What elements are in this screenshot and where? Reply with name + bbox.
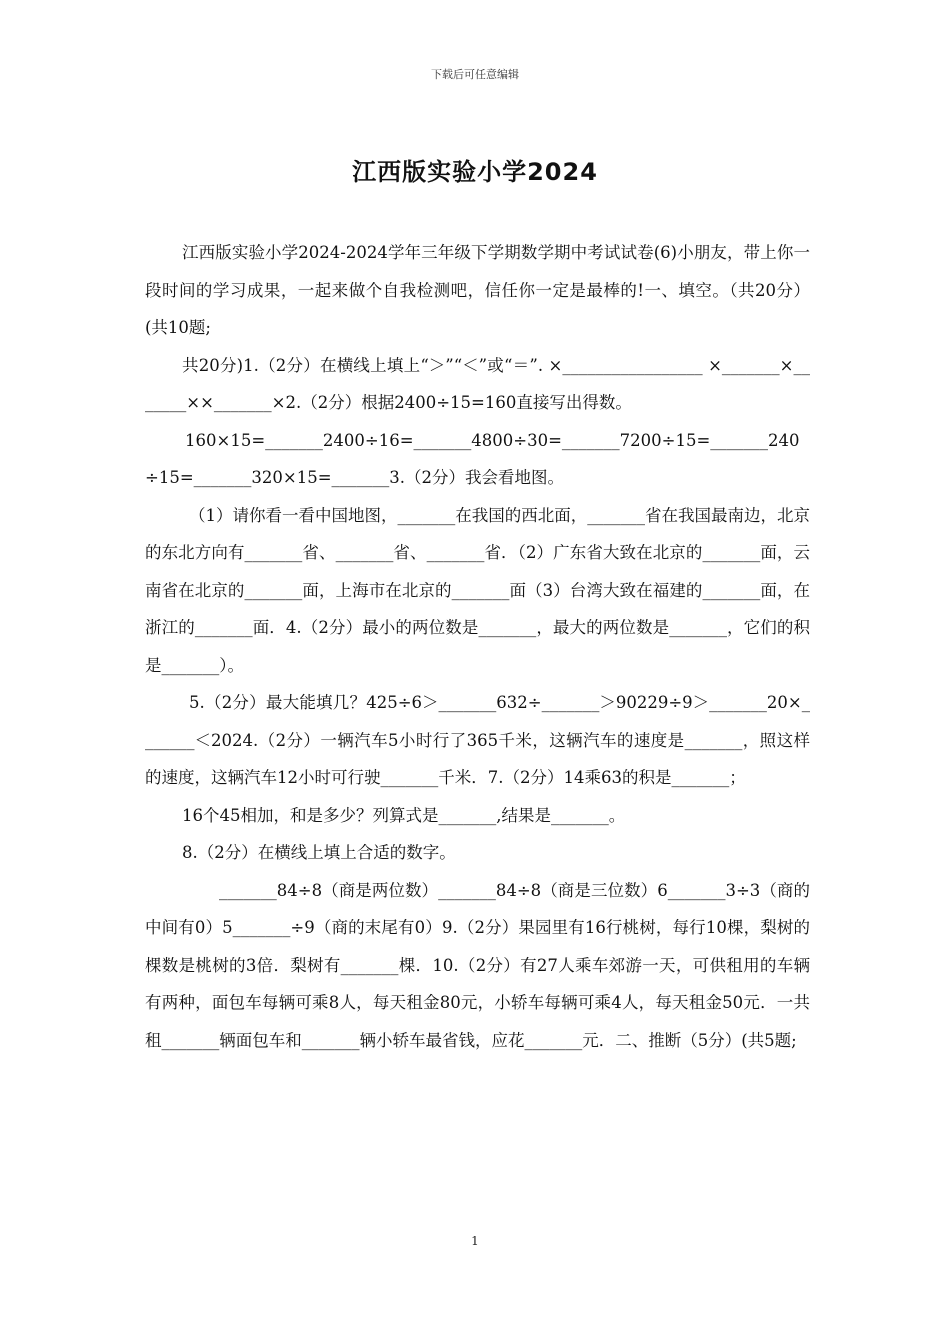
question-1-2-paragraph: 共20分)1.（2分）在横线上填上“＞”“＜”或“＝”. ×_________________ ×_______×_______××_______×2.（2分）根据2400÷15=160直接写出得数。 (145, 355, 810, 412)
header-note: 下载后可任意编辑 (431, 68, 519, 81)
question-2-3-paragraph: 160×15=_______2400÷16=_______4800÷30=_______7200÷15=_______240÷15=_______320×15=_______3.（2分）我会看地图。 (145, 430, 800, 487)
document-title: 江西版实验小学2024 (352, 158, 598, 186)
intro-paragraph: 江西版实验小学2024-2024学年三年级下学期数学期中考试试卷(6)小朋友，带上你一段时间的学习成果，一起来做个自我检测吧，信任你一定是最棒的!一、填空。（共20分）(共10题; (145, 243, 810, 337)
question-5-7-paragraph: 5.（2分）最大能填几？425÷6＞_______632÷_______＞90229÷9＞_______20×_______＜2024.（2分）一辆汽车5小时行了365千米，这辆汽车的速度是_______，照这样的速度，这辆汽车12小时可行驶_______千米．7.（2分）14乘63的积是_______； (145, 693, 810, 787)
question-8-intro-paragraph: 8.（2分）在横线上填上合适的数字。 (182, 843, 456, 862)
document-body (145, 234, 810, 1059)
page-number: 1 (471, 1234, 479, 1248)
question-3-4-paragraph: （1）请你看一看中国地图，_______在我国的西北面，_______省在我国最南边，北京的东北方向有_______省、_______省、_______省．（2）广东省大致在北京的_______面，云南省在北京的_______面，上海市在北京的_______面（3）台湾大致在福建的_______面，在浙江的_______面．4.（2分）最小的两位数是_______，最大的两位数是_______，它们的积是_______）。 (145, 505, 810, 675)
question-7-continued-paragraph: 16个45相加，和是多少？列算式是_______,结果是_______。 (182, 805, 626, 825)
question-8-10-paragraph: _______84÷8（商是两位数）_______84÷8（商是三位数）6_______3÷3（商的中间有0）5_______÷9（商的末尾有0）9.（2分）果园里有16行桃树，每行10棵，梨树的棵数是桃树的3倍．梨树有_______棵．10.（2分）有27人乘车郊游一天，可供租用的车辆有两种，面包车每辆可乘8人，每天租金80元，小轿车每辆可乘4人，每天租金50元．一共租_______辆面包车和_______辆小轿车最省钱，应花_______元．二、推断（5分）(共5题; (145, 880, 810, 1050)
